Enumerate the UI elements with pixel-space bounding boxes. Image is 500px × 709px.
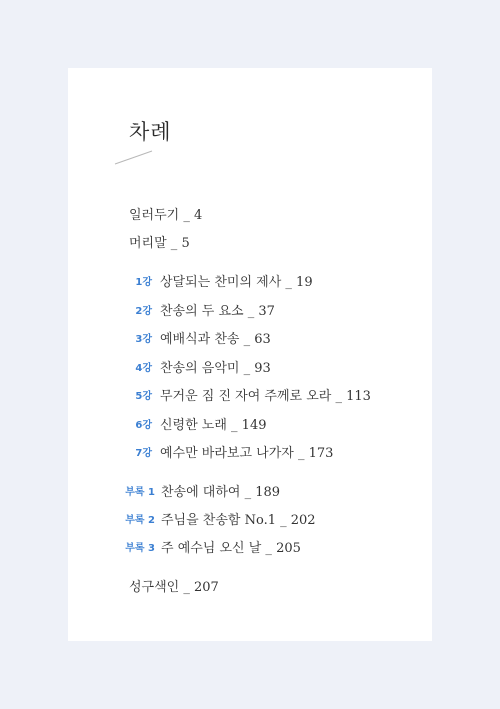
- page-title: 차례: [129, 120, 172, 144]
- toc-entry-lecture-5[interactable]: [68, 388, 371, 406]
- lecture-number-label: 7강: [135, 448, 152, 459]
- toc-entry-text: 일러두기 _ 4: [129, 208, 203, 223]
- toc-entry-lecture-2[interactable]: [68, 303, 275, 321]
- appendix-number-label: 부록 2: [125, 515, 155, 526]
- toc-entry-text: 예배식과 찬송 _ 63: [160, 332, 271, 347]
- title-underline-stroke: [115, 154, 155, 168]
- toc-entry-scripture-index[interactable]: [129, 579, 219, 597]
- lecture-number-label: 3강: [135, 334, 152, 345]
- toc-entry-text: 신령한 노래 _ 149: [160, 418, 267, 433]
- toc-entry-text: 찬송에 대하여 _ 189: [161, 485, 281, 500]
- lecture-number-label: 2강: [135, 306, 152, 317]
- toc-entry-lecture-3[interactable]: [68, 331, 271, 349]
- lecture-number-label: 1강: [135, 277, 152, 288]
- toc-entry-lecture-7[interactable]: [68, 445, 333, 463]
- toc-entry-text: 찬송의 음악미 _ 93: [160, 361, 271, 376]
- toc-entry-appendix-3[interactable]: [68, 540, 301, 558]
- toc-entry-text: 예수만 바라보고 나가자 _ 173: [160, 446, 334, 461]
- lecture-number-label: 6강: [135, 420, 152, 431]
- toc-entry-lecture-4[interactable]: [68, 360, 271, 378]
- toc-entry-lecture-1[interactable]: [68, 274, 313, 292]
- toc-entry-text: 주님을 찬송함 No.1 _ 202: [161, 513, 316, 528]
- toc-entry-notes[interactable]: [129, 207, 202, 225]
- lecture-number-label: 5강: [135, 391, 152, 402]
- toc-entry-text: 무거운 짐 진 자여 주께로 오라 _ 113: [160, 389, 371, 404]
- toc-page: [68, 68, 432, 641]
- appendix-number-label: 부록 1: [125, 487, 155, 498]
- toc-entry-preface[interactable]: [129, 235, 190, 253]
- toc-entry-appendix-1[interactable]: [68, 484, 280, 502]
- lecture-number-label: 4강: [135, 363, 152, 374]
- toc-entry-text: 성구색인 _ 207: [129, 580, 219, 595]
- appendix-number-label: 부록 3: [125, 543, 155, 554]
- toc-entry-appendix-2[interactable]: [68, 512, 316, 530]
- toc-entry-text: 주 예수님 오신 날 _ 205: [161, 541, 301, 556]
- toc-entry-lecture-6[interactable]: [68, 417, 267, 435]
- toc-entry-text: 상달되는 찬미의 제사 _ 19: [160, 275, 313, 290]
- toc-entry-text: 찬송의 두 요소 _ 37: [160, 304, 275, 319]
- toc-entry-text: 머리말 _ 5: [129, 236, 190, 251]
